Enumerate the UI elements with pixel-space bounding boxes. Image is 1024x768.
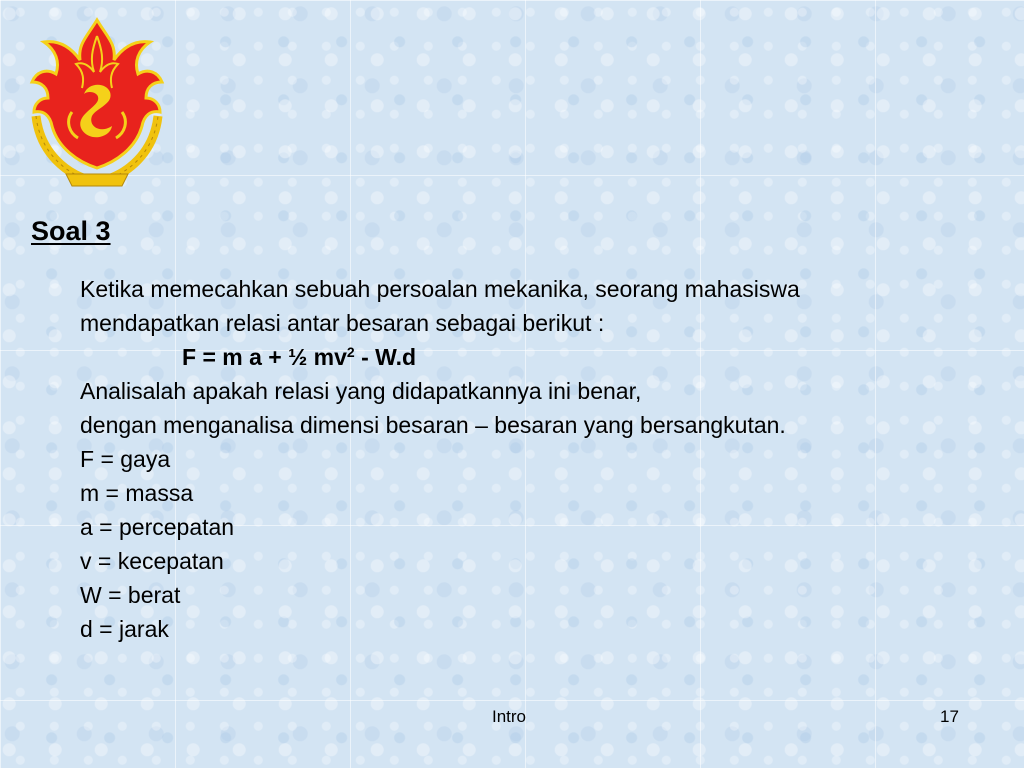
logo-emblem [26, 16, 168, 188]
emblem-graphic [26, 16, 168, 188]
formula-main: F = m a + ½ mv [182, 344, 347, 370]
problem-text-line-1: Ketika memecahkan sebuah persoalan mekanika, seorang mahasiswa [80, 276, 800, 302]
analysis-text-line-1: Analisalah apakah relasi yang didapatkannya ini benar, [80, 378, 642, 404]
definition-acceleration: a = percepatan [80, 514, 235, 540]
analysis-text-line-2: dengan menganalisa dimensi besaran – besaran yang bersangkutan. [80, 412, 786, 438]
slide-title: Soal 3 [31, 216, 111, 246]
formula-exponent: 2 [346, 344, 355, 360]
formula [80, 340, 1000, 374]
definition-weight: W = berat [80, 582, 181, 608]
slide-content [80, 272, 1000, 646]
formula-tail: - W.d [354, 344, 417, 370]
definition-force: F = gaya [80, 446, 171, 472]
definition-velocity: v = kecepatan [80, 548, 224, 574]
problem-text-line-2: mendapatkan relasi antar besaran sebagai berikut : [80, 310, 605, 336]
definition-distance: d = jarak [80, 616, 169, 642]
footer-section-label: Intro [492, 707, 527, 726]
definition-mass: m = massa [80, 480, 194, 506]
page-number: 17 [940, 707, 959, 726]
